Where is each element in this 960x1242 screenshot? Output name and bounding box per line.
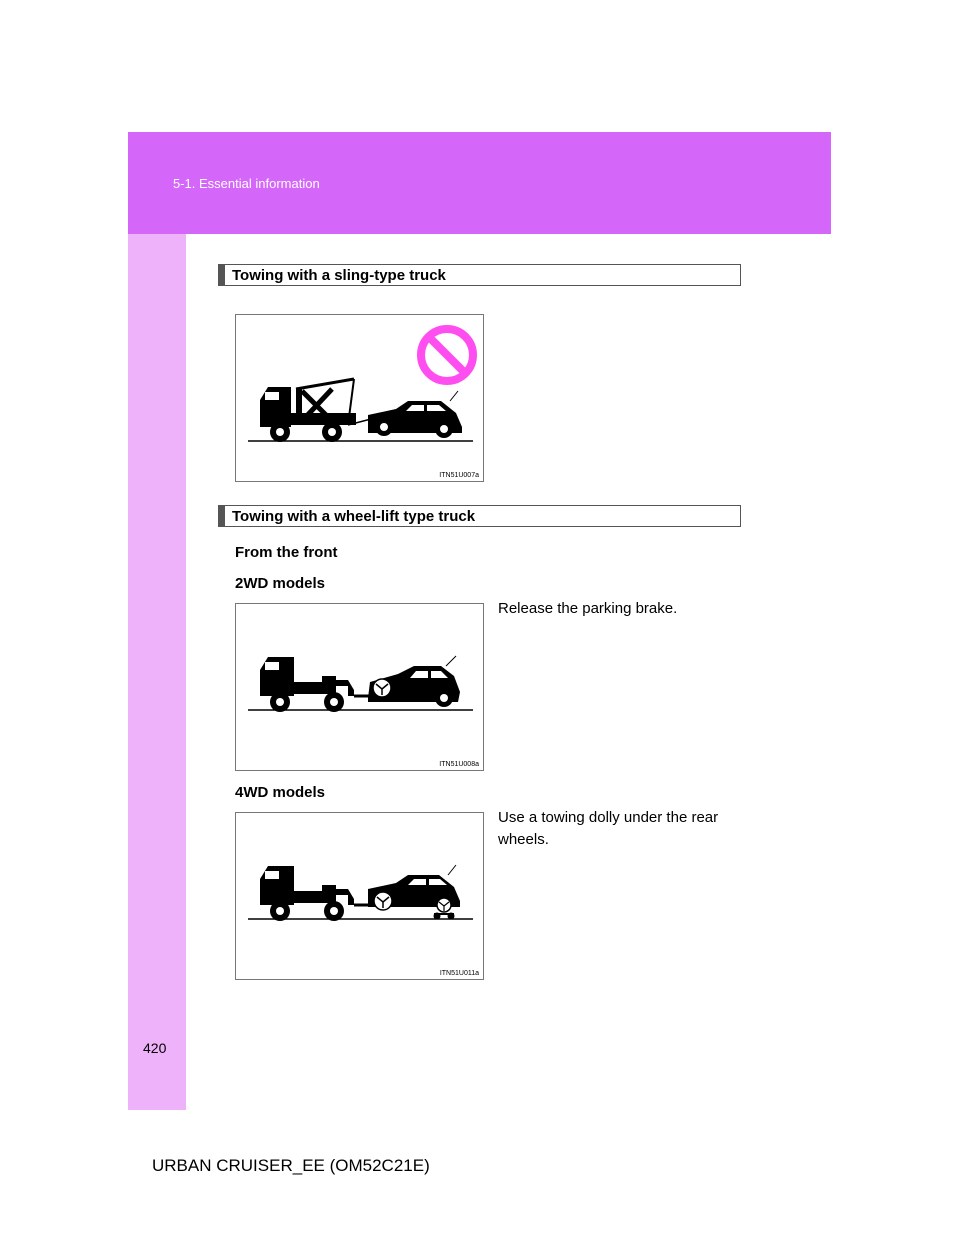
two-wd-title: 2WD models [235, 575, 326, 592]
sling-truck-illustration [236, 315, 485, 483]
figure-4wd [235, 812, 484, 980]
figure-2wd [235, 603, 484, 771]
figure-code: ITN51U008a [439, 761, 479, 768]
four-wd-title: 4WD models [235, 784, 326, 801]
heading-text: Towing with a wheel-lift type truck [232, 508, 476, 525]
four-wd-instruction: Use a towing dolly under the rear wheels. [498, 809, 719, 848]
tow-truck-icon [260, 379, 356, 442]
heading-bar [219, 506, 225, 526]
figure-code: ITN51U011a [439, 970, 479, 977]
figure-sling-truck [235, 314, 484, 482]
wheel-lift-2wd-illustration [236, 604, 485, 772]
figure-code: ITN51U007a [439, 472, 479, 479]
car-icon [368, 391, 462, 438]
tow-truck-icon [260, 866, 386, 921]
two-wd-instruction: Release the parking brake. [498, 600, 678, 617]
page-number: 420 [143, 1040, 167, 1056]
car-icon [368, 656, 460, 707]
heading-sling-truck [218, 264, 741, 286]
tow-truck-icon [260, 657, 386, 712]
heading-bar [219, 265, 225, 285]
side-strip [128, 234, 186, 1110]
heading-wheel-lift-truck [218, 505, 741, 527]
section-label: 5-1. Essential information [173, 176, 320, 191]
wheel-lift-4wd-illustration [236, 813, 485, 981]
footer-model-code: URBAN CRUISER_EE (OM52C21E) [152, 1156, 430, 1175]
from-front-label: From the front [235, 544, 338, 561]
prohibition-icon [421, 329, 473, 381]
heading-text: Towing with a sling-type truck [232, 267, 446, 284]
